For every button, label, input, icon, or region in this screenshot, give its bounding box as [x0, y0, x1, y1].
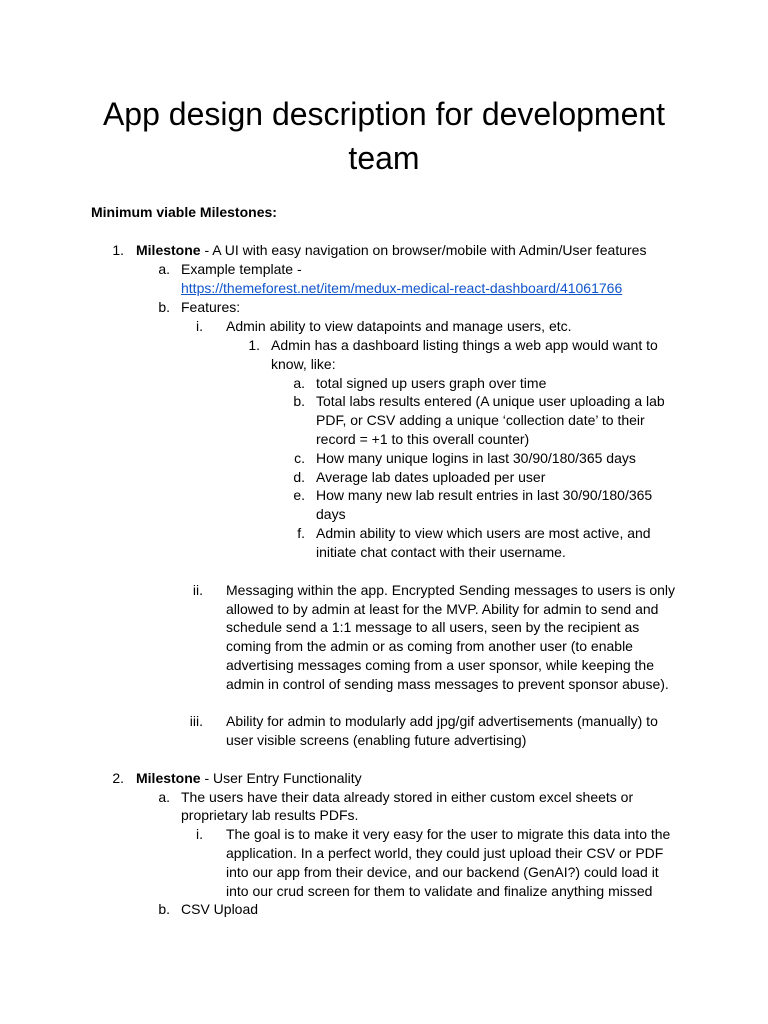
milestone-2: [136, 769, 362, 788]
list-marker: c.: [294, 450, 305, 466]
list-marker: b.: [293, 393, 305, 409]
list-marker: i.: [196, 318, 203, 334]
migration-goal-line: into our crud screen for them to validate and finalize anything missed: [226, 883, 653, 899]
messaging-line: coming from the admin or as coming from another user (to enable: [226, 638, 633, 654]
dashboard-listing-line-1: Admin has a dashboard listing things a web app would want to: [271, 337, 658, 353]
title-line-1: App design description for development: [102, 96, 666, 132]
template-link-line: [181, 279, 622, 298]
list-item: How many new lab result entries in last 30/90/180/365: [316, 487, 653, 503]
milestone-text: - User Entry Functionality: [200, 770, 362, 786]
document-title: [60, 92, 708, 180]
user-data-line: The users have their data already stored in either custom excel sheets or: [181, 789, 634, 805]
list-marker: d.: [293, 469, 305, 485]
advertisements-line: Ability for admin to modularly add jpg/gif advertisements (manually) to: [226, 713, 658, 729]
list-item: Total labs results entered (A unique user uploading a lab: [316, 393, 665, 409]
section-heading: Minimum viable Milestones:: [91, 204, 277, 220]
list-item-cont: record = +1 to this overall counter): [316, 431, 530, 447]
list-item-cont: PDF, or CSV adding a unique ‘collection date’ to their: [316, 412, 645, 428]
feature-admin-view: Admin ability to view datapoints and manage users, etc.: [226, 318, 572, 334]
list-marker: b.: [158, 901, 170, 917]
advertisements-line: user visible screens (enabling future advertising): [226, 732, 527, 748]
list-marker: iii.: [189, 713, 203, 729]
migration-goal-line: The goal is to make it very easy for the user to migrate this data into the: [226, 826, 671, 842]
dashboard-listing-line-2: know, like:: [271, 356, 336, 372]
features-label: Features:: [181, 299, 241, 315]
list-marker: i.: [196, 826, 203, 842]
csv-upload-label: CSV Upload: [181, 901, 259, 917]
messaging-line: schedule send a 1:1 message to all users, seen by the recipient as: [226, 619, 640, 635]
milestone-1: [136, 241, 646, 260]
list-item-cont: days: [316, 506, 346, 522]
template-link[interactable]: https://themeforest.net/item/medux-medical-react-dashboard/41061766: [181, 280, 623, 296]
list-marker: 1.: [248, 337, 260, 353]
example-template-label: Example template -: [181, 261, 302, 277]
user-data-line: proprietary lab results PDFs.: [181, 807, 359, 823]
list-item: total signed up users graph over time: [316, 375, 547, 391]
list-item-cont: initiate chat contact with their username.: [316, 544, 566, 560]
messaging-line: advertising messages coming from a user sponsor, while keeping the: [226, 657, 654, 673]
messaging-line: admin in control of sending mass messages to prevent sponsor abuse).: [226, 676, 669, 692]
list-marker: f.: [297, 525, 305, 541]
list-marker: a.: [293, 375, 305, 391]
milestone-label: Milestone: [136, 242, 201, 258]
milestone-label: Milestone: [136, 770, 201, 786]
list-item: Average lab dates uploaded per user: [316, 469, 546, 485]
messaging-line: Messaging within the app. Encrypted Sending messages to users is only: [226, 582, 676, 598]
list-marker: 2.: [112, 770, 124, 786]
list-marker: e.: [293, 487, 305, 503]
list-marker: ii.: [192, 582, 203, 598]
list-marker: a.: [158, 789, 170, 805]
migration-goal-line: application. In a perfect world, they could just upload their CSV or PDF: [226, 845, 664, 861]
messaging-line: allowed to by admin at least for the MVP. Ability for admin to send and: [226, 601, 659, 617]
list-item: Admin ability to view which users are most active, and: [316, 525, 651, 541]
title-line-2: team: [348, 140, 420, 176]
list-marker: a.: [158, 261, 170, 277]
migration-goal-line: into our app from their device, and our backend (GenAI?) could load it: [226, 864, 659, 880]
list-marker: b.: [158, 299, 170, 315]
list-marker: 1.: [112, 242, 124, 258]
list-item: How many unique logins in last 30/90/180/365 days: [316, 450, 636, 466]
milestone-text: - A UI with easy navigation on browser/mobile with Admin/User features: [200, 242, 647, 258]
